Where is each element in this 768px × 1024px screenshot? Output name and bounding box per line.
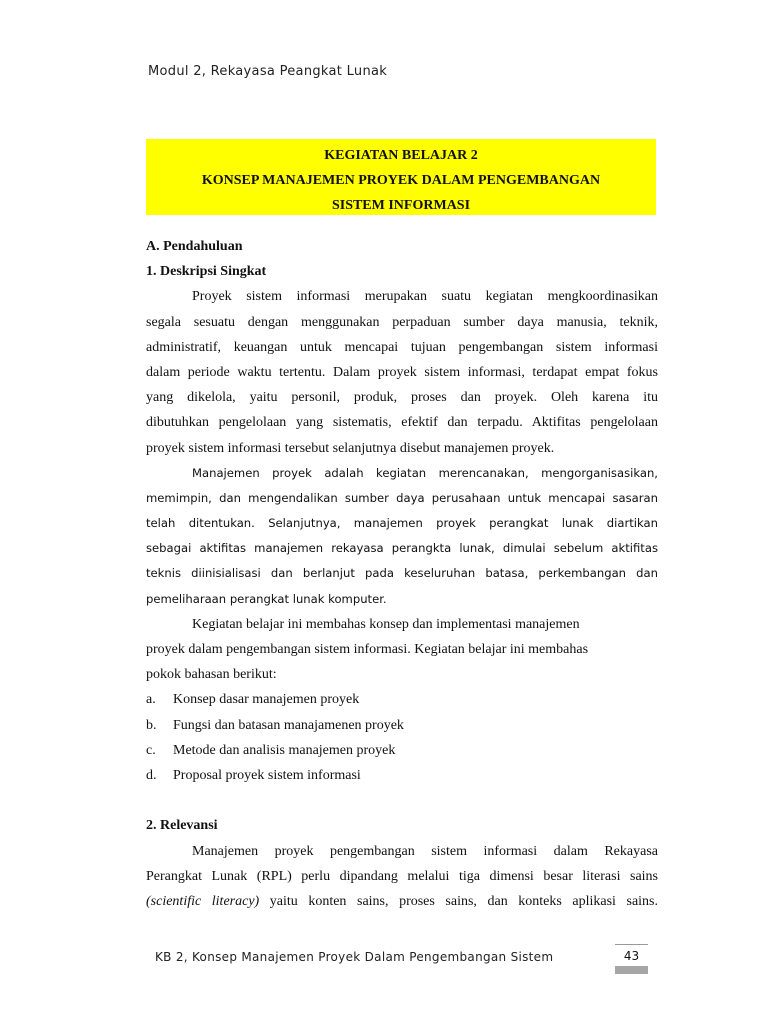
list-marker: c. xyxy=(146,742,156,758)
paragraph-line: pemeliharaan perangkat lunak komputer. xyxy=(146,591,387,606)
document-body xyxy=(146,234,658,914)
footer-title: KB 2, Konsep Manajemen Proyek Dalam Pengembangan Sistem xyxy=(155,950,554,964)
paragraph-1 xyxy=(146,284,658,460)
spacer xyxy=(146,788,658,813)
paragraph-line: segala sesuatu dengan menggunakan perpaduan sumber daya manusia, teknik, xyxy=(146,314,658,330)
paragraph-line: Proyek sistem informasi merupakan suatu kegiatan mengkoordinasikan xyxy=(192,289,658,305)
paragraph-line: administratif, keuangan untuk mencapai tujuan pengembangan sistem informasi xyxy=(146,339,658,355)
paragraph-line: proyek sistem informasi tersebut selanjutnya disebut manajemen proyek. xyxy=(146,440,555,456)
paragraph-line: yang dikelola, yaitu personil, produk, proses dan proyek. Oleh karena itu xyxy=(146,390,658,406)
paragraph-line: teknis diinisialisasi dan berlanjut pada keseluruhan batasa, perkembangan dan xyxy=(146,566,658,581)
page-number-bar xyxy=(615,966,648,974)
paragraph-line-text: yaitu konten sains, proses sains, dan konteks aplikasi sains. xyxy=(259,893,659,909)
list-item-text: Proposal proyek sistem informasi xyxy=(173,767,361,783)
section-1-heading: 1. Deskripsi Singkat xyxy=(146,264,267,280)
running-header: Modul 2, Rekayasa Peangkat Lunak xyxy=(148,64,388,79)
paragraph-line: Perangkat Lunak (RPL) perlu dipandang melalui tiga dimensi besar literasi sains xyxy=(146,868,658,884)
list-item xyxy=(146,713,658,738)
italic-term: (scientific literacy) xyxy=(146,893,260,909)
list-marker: d. xyxy=(146,767,157,783)
list-marker: a. xyxy=(146,692,156,708)
list-item xyxy=(146,763,658,788)
list-item-text: Metode dan analisis manajemen proyek xyxy=(173,742,396,758)
paragraph-line: dalam periode waktu tertentu. Dalam proyek sistem informasi, terdapat empat fokus xyxy=(146,364,658,380)
chapter-title-box xyxy=(146,139,656,215)
list-item xyxy=(146,738,658,763)
chapter-title-line-3: SISTEM INFORMASI xyxy=(331,198,471,213)
paragraph-line: proyek dalam pengembangan sistem informasi. Kegiatan belajar ini membahas xyxy=(146,642,589,657)
section-2-heading: 2. Relevansi xyxy=(146,818,218,834)
paragraph-line: dibutuhkan pengelolaan yang sistematis, efektif dan terpadu. Aktifitas pengelolaan xyxy=(146,415,658,431)
paragraph-line: telah ditentukan. Selanjutnya, manajemen proyek perangkat lunak diartikan xyxy=(146,516,658,531)
page-number: 43 xyxy=(623,949,640,963)
section-a-heading: A. Pendahuluan xyxy=(146,239,243,254)
paragraph-line: memimpin, dan mengendalikan sumber daya perusahaan untuk mencapai sasaran xyxy=(146,490,658,505)
paragraph-line: Kegiatan belajar ini membahas konsep dan implementasi manajemen xyxy=(192,616,580,632)
paragraph-line: Manajemen proyek pengembangan sistem informasi dalam Rekayasa xyxy=(192,843,658,859)
list-marker: b. xyxy=(146,717,157,733)
chapter-title-line-1: KEGIATAN BELAJAR 2 xyxy=(324,148,478,163)
list-item xyxy=(146,687,658,712)
paragraph-line: sebagai aktifitas manajemen rekayasa perangkta lunak, dimulai sebelum aktifitas xyxy=(146,541,658,556)
list-item-text: Fungsi dan batasan manajamenen proyek xyxy=(173,717,404,733)
topic-list xyxy=(146,687,658,788)
paragraph-2 xyxy=(146,461,658,612)
paragraph-line xyxy=(146,889,658,914)
paragraph-line: pokok bahasan berikut: xyxy=(146,667,277,683)
paragraph-3 xyxy=(146,612,658,688)
list-item-text: Konsep dasar manajemen proyek xyxy=(173,692,360,708)
paragraph-line: Manajemen proyek adalah kegiatan merencanakan, mengorganisasikan, xyxy=(192,465,658,480)
chapter-title-line-2: KONSEP MANAJEMEN PROYEK DALAM PENGEMBANGAN xyxy=(201,173,601,188)
